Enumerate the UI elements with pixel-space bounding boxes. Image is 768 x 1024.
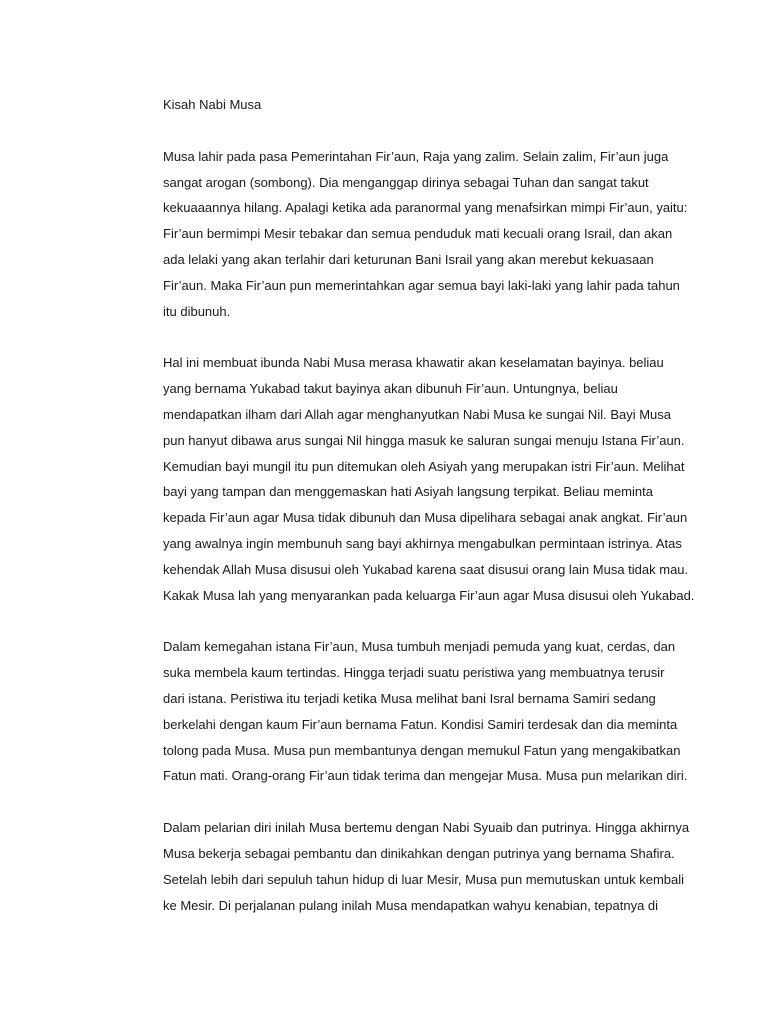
paragraph-line: itu dibunuh. [163,303,231,319]
paragraph-line: mendapatkan ilham dari Allah agar menghanyutkan Nabi Musa ke sungai Nil. Bayi Musa [163,406,672,422]
paragraph-line: Musa bekerja sebagai pembantu dan dinikahkan dengan putrinya yang bernama Shafira. [163,845,675,861]
paragraph-line: dari istana. Peristiwa itu terjadi ketika Musa melihat bani Isral bernama Samiri sedang [163,690,656,706]
paragraph [163,144,703,325]
paragraph-line: Musa lahir pada pasa Pemerintahan Fir’aun, Raja yang zalim. Selain zalim, Fir’aun juga [163,148,669,164]
paragraph-line: Setelah lebih dari sepuluh tahun hidup di luar Mesir, Musa pun memutuskan untuk kembali [163,871,685,887]
paragraph-line: yang awalnya ingin membunuh sang bayi akhirnya mengabulkan permintaan istrinya. Atas [163,535,682,551]
paragraph [163,634,703,789]
paragraph-line: Fatun mati. Orang-orang Fir’aun tidak terima dan mengejar Musa. Musa pun melarikan diri. [163,768,688,784]
paragraph-line: Kakak Musa lah yang menyarankan pada keluarga Fir’aun agar Musa disusui oleh Yukabad. [163,587,695,603]
document-title: Kisah Nabi Musa [163,97,262,112]
paragraph-line: kehendak Allah Musa disusui oleh Yukabad karena saat disusui orang lain Musa tidak mau. [163,561,689,577]
paragraph [163,815,703,918]
paragraph-line: suka membela kaum tertindas. Hingga terjadi suatu peristiwa yang membuatnya terusir [163,665,665,681]
paragraph [163,350,703,608]
paragraph-line: Dalam kemegahan istana Fir’aun, Musa tumbuh menjadi pemuda yang kuat, cerdas, dan [163,639,676,655]
paragraph-list [163,144,703,919]
paragraph-line: Hal ini membuat ibunda Nabi Musa merasa khawatir akan keselamatan bayinya. beliau [163,355,664,371]
paragraph-line: Kemudian bayi mungil itu pun ditemukan oleh Asiyah yang merupakan istri Fir’aun. Melihat [163,458,685,474]
paragraph-line: bayi yang tampan dan menggemaskan hati Asiyah langsung terpikat. Beliau meminta [163,484,653,500]
paragraph-line: Fir’aun bermimpi Mesir tebakar dan semua penduduk mati kecuali orang Israil, dan akan [163,226,673,242]
paragraph-line: pun hanyut dibawa arus sungai Nil hingga masuk ke saluran sungai menuju Istana Fir’aun. [163,432,685,448]
paragraph-line: berkelahi dengan kaum Fir’aun bernama Fatun. Kondisi Samiri terdesak dan dia meminta [163,716,678,732]
document-body [163,92,703,944]
paragraph-line: ada lelaki yang akan terlahir dari keturunan Bani Israil yang akan merebut kekuasaan [163,251,654,267]
paragraph-line: yang bernama Yukabad takut bayinya akan dibunuh Fir’aun. Untungnya, beliau [163,381,618,397]
paragraph-line: kepada Fir’aun agar Musa tidak dibunuh dan Musa dipelihara sebagai anak angkat. Fir’aun [163,510,688,526]
paragraph-line: ke Mesir. Di perjalanan pulang inilah Musa mendapatkan wahyu kenabian, tepatnya di [163,897,659,913]
paragraph-line: tolong pada Musa. Musa pun membantunya dengan memukul Fatun yang mengakibatkan [163,742,681,758]
paragraph-line: sangat arogan (sombong). Dia menganggap dirinya sebagai Tuhan dan sangat takut [163,174,649,190]
paragraph-line: Fir’aun. Maka Fir’aun pun memerintahkan agar semua bayi laki-laki yang lahir pada tahun [163,277,680,293]
paragraph-line: kekuaaannya hilang. Apalagi ketika ada paranormal yang menafsirkan mimpi Fir’aun, yaitu: [163,200,688,216]
paragraph-line: Dalam pelarian diri inilah Musa bertemu dengan Nabi Syuaib dan putrinya. Hingga akhirnya [163,820,690,836]
